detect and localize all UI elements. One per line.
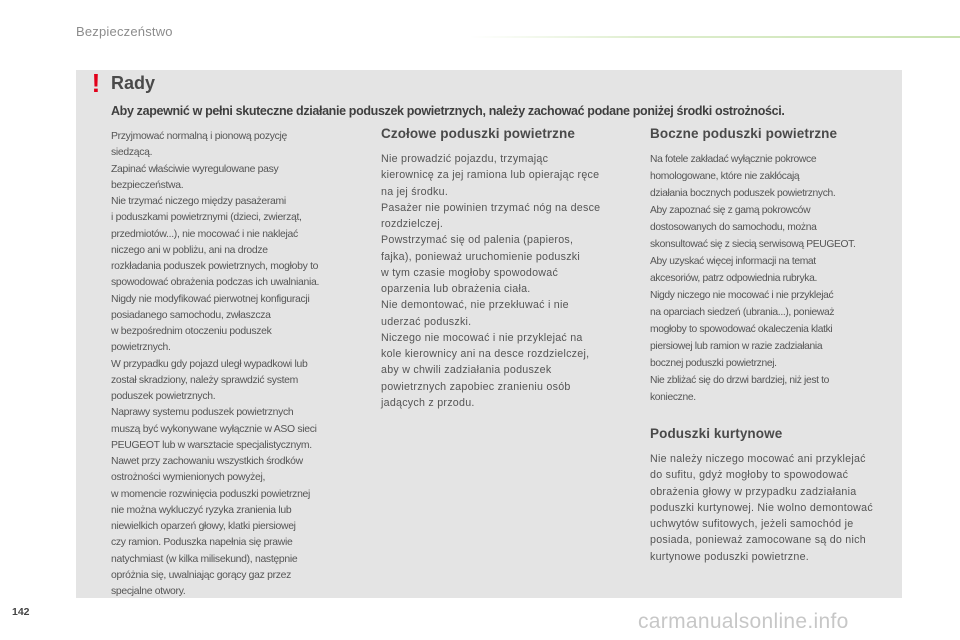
side-airbags-title: Boczne poduszki powietrzne — [650, 126, 838, 141]
text-line: powietrznych. — [111, 342, 171, 354]
text-line: muszą być wykonywane wyłącznie w ASO sieci — [111, 423, 317, 435]
curtain-airbags-title: Poduszki kurtynowe — [650, 426, 783, 441]
text-line: kierownicę za jej ramiona lub opierając ręce — [381, 169, 600, 182]
text-line: został skradziony, należy sprawdzić system — [111, 374, 299, 386]
text-line: w bezpośrednim otoczeniu poduszek — [111, 326, 272, 337]
text-line: obrażenia głowy w przypadku zadziałania — [650, 485, 857, 498]
text-line: Nie demontować, nie przekłuwać i nie — [381, 299, 569, 312]
front-airbags-text — [381, 151, 639, 411]
header-divider — [470, 36, 960, 38]
text-line: dostosowanych do samochodu, można — [650, 222, 817, 233]
front-airbags-title: Czołowe poduszki powietrzne — [381, 126, 575, 141]
text-line: Nie zbliżać się do drzwi bardziej, niż jest to — [650, 375, 830, 386]
text-line: niczego ani w pobliżu, ani na drodze — [111, 244, 268, 256]
text-line: rozkładania poduszek powietrznych, mogłoby to — [111, 261, 319, 272]
text-line: ostrożności wymienionych powyżej, — [111, 472, 266, 484]
text-line: przedmiotów...), nie mocować i nie naklejać — [111, 228, 298, 240]
text-line: natychmiast (w kilka milisekund), następnie — [111, 553, 298, 565]
text-line: czy ramion. Poduszka napełnia się prawie — [111, 537, 293, 549]
text-line: Nigdy niczego nie mocować i nie przyklejać — [650, 290, 834, 301]
text-line: Nie należy niczego mocować ani przyklejać — [650, 453, 866, 465]
panel-intro: Aby zapewnić w pełni skuteczne działanie poduszek powietrznych, należy zachować podane poniżej środki ostrożności. — [111, 104, 785, 118]
text-line: akcesoriów, patrz odpowiednia rubryka. — [650, 273, 817, 284]
text-line: jadących z przodu. — [381, 396, 475, 409]
text-line: Niczego nie mocować i nie przyklejać na — [381, 331, 583, 344]
curtain-airbags-text — [650, 451, 902, 565]
text-line: posiadanego samochodu, zwłaszcza — [111, 309, 271, 321]
exclamation-icon: ! — [91, 68, 101, 98]
text-line: homologowane, które nie zakłócają — [650, 171, 800, 182]
side-airbags-section — [650, 126, 902, 565]
text-line: Pasażer nie powinien trzymać nóg na desce — [381, 201, 601, 214]
text-line: nie można wykluczyć ryzyka zranienia lub — [111, 504, 292, 516]
panel-title: Rady — [111, 73, 156, 93]
text-line: skonsultować się z siecią serwisową PEUGEOT. — [650, 239, 856, 250]
text-line: bezpieczeństwa. — [111, 179, 184, 191]
text-line: Powstrzymać się od palenia (papieros, — [381, 234, 574, 247]
text-line: w momencie rozwinięcia poduszki powietrznej — [111, 488, 311, 500]
text-line: poduszek powietrznych. — [111, 391, 216, 402]
text-line: na oparciach siedzeń (ubrania...), ponieważ — [650, 307, 835, 318]
text-line: Aby uzyskać więcej informacji na temat — [650, 256, 816, 267]
text-line: siedzącą. — [111, 147, 153, 159]
text-line: mogłoby to spowodować okaleczenia klatki — [650, 324, 833, 335]
text-line: i poduszkami powietrznymi (dzieci, zwierząt, — [111, 212, 302, 224]
text-line: rozdzielczej. — [381, 218, 444, 230]
text-line: PEUGEOT lub w warsztacie specjalistycznym. — [111, 439, 312, 451]
text-line: kole kierownicy ani na desce rozdzielczej, — [381, 348, 590, 360]
text-line: uderzać poduszki. — [381, 315, 472, 328]
text-line: Nigdy nie modyfikować pierwotnej konfiguracji — [111, 293, 310, 305]
text-line: oparzenia lub obrażenia ciała. — [381, 283, 531, 295]
text-line: aby w chwili zadziałania poduszek — [381, 364, 552, 377]
text-line: na jej środku. — [381, 185, 449, 198]
text-line: Nie trzymać niczego między pasażerami — [111, 196, 286, 207]
text-line: Naprawy systemu poduszek powietrznych — [111, 407, 294, 419]
general-precautions-text — [111, 129, 361, 600]
text-line: bocznej poduszki powietrznej. — [650, 358, 777, 369]
text-line: Nawet przy zachowaniu wszystkich środków — [111, 456, 303, 467]
text-line: specjalne otwory. — [111, 586, 186, 597]
text-line: opróżnia się, uwalniając gorący gaz przez — [111, 569, 292, 581]
general-precautions — [111, 129, 361, 600]
watermark: carmanualsonline.info — [638, 610, 849, 633]
text-line: uchwytów sufitowych, jeżeli samochód je — [650, 518, 854, 530]
text-line: W przypadku gdy pojazd uległ wypadkowi lub — [111, 358, 308, 370]
text-line: posiada, ponieważ zamocowane są do nich — [650, 534, 866, 547]
text-line: działania bocznych poduszek powietrznych. — [650, 188, 836, 199]
page-number: 142 — [12, 606, 30, 618]
text-line: kurtynowe poduszki powietrzne. — [650, 550, 809, 563]
text-line: spowodować obrażenia podczas ich uwalniania. — [111, 277, 320, 289]
text-line: Nie prowadzić pojazdu, trzymając — [381, 153, 549, 165]
text-line: do sufitu, gdyż mogłoby to spowodować — [650, 469, 849, 482]
text-line: konieczne. — [650, 392, 696, 403]
side-airbags-text — [650, 151, 902, 406]
front-airbags-section — [381, 126, 639, 411]
curtain-airbags-section — [650, 426, 902, 565]
text-line: piersiowej lub ramion w razie zadziałania — [650, 341, 823, 352]
section-header: Bezpieczeństwo — [76, 24, 173, 39]
text-line: w tym czasie mogłoby spowodować — [381, 266, 559, 279]
text-line: poduszki kurtynowej. Nie wolno demontować — [650, 501, 873, 514]
text-line: Zapinać właściwie wyregulowane pasy — [111, 163, 279, 175]
text-line: powietrznych zapobiec zranieniu osób — [381, 380, 571, 393]
text-line: Aby zapoznać się z gamą pokrowców — [650, 205, 811, 216]
text-line: fajka), ponieważ uruchomienie poduszki — [381, 250, 581, 263]
text-line: niewielkich oparzeń głowy, klatki piersiowej — [111, 521, 296, 532]
text-line: Na fotele zakładać wyłącznie pokrowce — [650, 154, 817, 165]
text-line: Przyjmować normalną i pionową pozycję — [111, 131, 288, 142]
